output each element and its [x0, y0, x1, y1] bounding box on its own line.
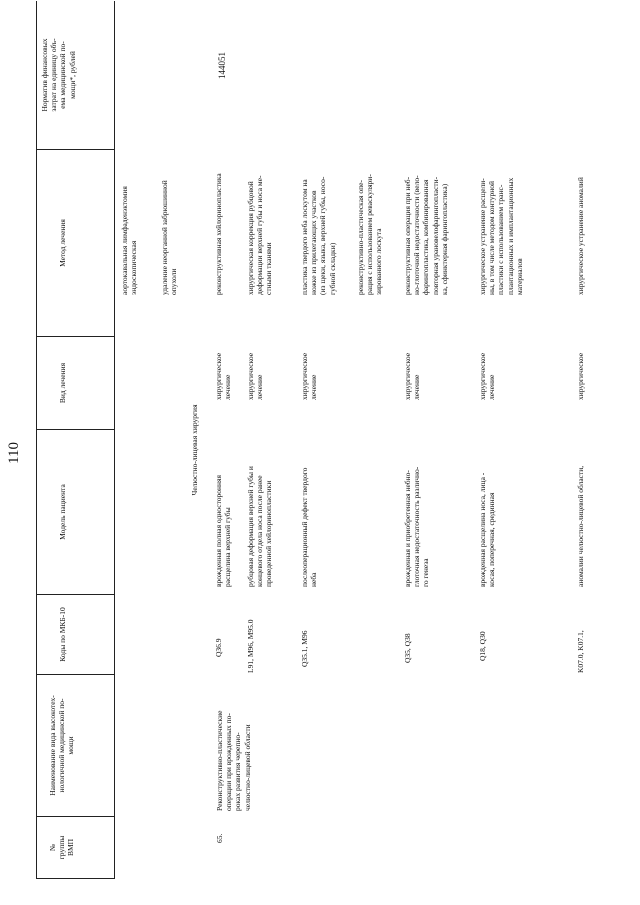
r6-patient-model: аномалии челюстно-лицевой области,	[576, 465, 585, 587]
r3-treatment-method-alt: реконструктивно-пластическая опе- рация с использованием реваскуляри- зированного лоскута	[356, 174, 384, 295]
r1-icd-codes: Q36.9	[214, 638, 223, 657]
r4-treatment-type: хирургическое лечение	[403, 352, 422, 400]
table-header-bottom-rule	[114, 1, 115, 879]
section-title: Челюстно-лицевая хирургия	[190, 404, 199, 496]
r6-treatment-method: хирургическое устранение аномалий	[576, 177, 585, 295]
r2-treatment-method: хирургическая коррекция рубцовой деформации верхней губы и носа ме- стными тканями	[246, 175, 274, 295]
r5-patient-model: врожденная расщелина носа, лица - косая, поперечная, срединная	[478, 472, 497, 587]
r2-icd-codes: L91, M96, M95.0	[246, 619, 255, 673]
r6-treatment-type: хирургическое	[576, 352, 585, 400]
table-column-divider	[36, 429, 115, 430]
header-cost-standard: Норматив финансовых затрат на единицу объ- ема медицинской по- мощи*, рублей	[40, 38, 77, 112]
r1-patient-model: врожденная полная односторонняя расщелина верхней губы	[214, 475, 233, 587]
r3-treatment-type: хирургическое лечение	[300, 352, 319, 400]
r3-treatment-method: пластика твердого неба лоскутом на ножке из прилегающих участков (из щеки, языка, верхней губы, носо- губной складки)	[300, 176, 337, 295]
group-number: 65.	[215, 833, 224, 843]
header-treatment-type: Вид лечения	[58, 362, 67, 404]
header-icd-codes: Коды по МКБ-10	[58, 607, 67, 662]
header-vmp-name: Наименование вида высокотех- нологичной медицинской по- мощи	[48, 695, 76, 796]
r2-treatment-type: хирургическое лечение	[246, 352, 265, 400]
group-cost: 144051	[217, 52, 227, 79]
r1-treatment-type: хирургическое лечение	[214, 352, 233, 400]
group-name: Реконструктивно-пластические операции при врожденных по- роках развития черепно- челюстно-лицевой области	[215, 710, 252, 811]
page-number: 110	[6, 442, 22, 464]
table-column-divider	[36, 594, 115, 595]
header-group-number: № группы ВМП	[48, 835, 76, 860]
prev-method-tumor-removal: удаление неорганной забрюшинной опухоли	[160, 180, 179, 295]
r5-treatment-type: хирургическое лечение	[478, 352, 497, 400]
r5-treatment-method: хирургическое устранение расщели- ны, в том числе методом контурной пластики с использованием транс- плантационных и имплантационных материалов	[478, 177, 524, 295]
r3-icd-codes: Q35.1, M96	[300, 630, 309, 667]
r2-patient-model: рубцовая деформация верхней губы и концевого отдела носа после ранее проведенной хейлоринопластики	[246, 466, 274, 587]
header-treatment-method: Метод лечения	[58, 219, 67, 267]
header-patient-model: Модель пациента	[58, 484, 67, 540]
table-column-divider	[36, 336, 115, 337]
r5-icd-codes: Q18, Q30	[478, 631, 487, 661]
r1-treatment-method: реконструктивная хейлоринопластика	[214, 173, 223, 295]
r4-treatment-method: реконструктивная операция при неб- но-глоточной недостаточности (вело- фарингопластика, комбинированная повторная урановелофарингопласти- ка, сфинктерная фарингопластика)	[403, 175, 449, 295]
r3-patient-model: послеоперационный дефект твердого неба	[300, 467, 319, 587]
r6-icd-codes: K07.0, K07.1,	[576, 630, 585, 673]
prev-method-lymphadenectomy: аортокавальная лимфаденэктомия эндоскопическая	[120, 186, 139, 295]
r4-icd-codes: Q35, Q38	[403, 633, 412, 663]
r4-patient-model: врожденная и приобретенная небно- глоточная недостаточность различно- го генеза	[403, 466, 431, 587]
table-top-rule	[36, 1, 37, 879]
table-column-divider	[36, 149, 115, 150]
table-left-rule	[36, 878, 115, 879]
